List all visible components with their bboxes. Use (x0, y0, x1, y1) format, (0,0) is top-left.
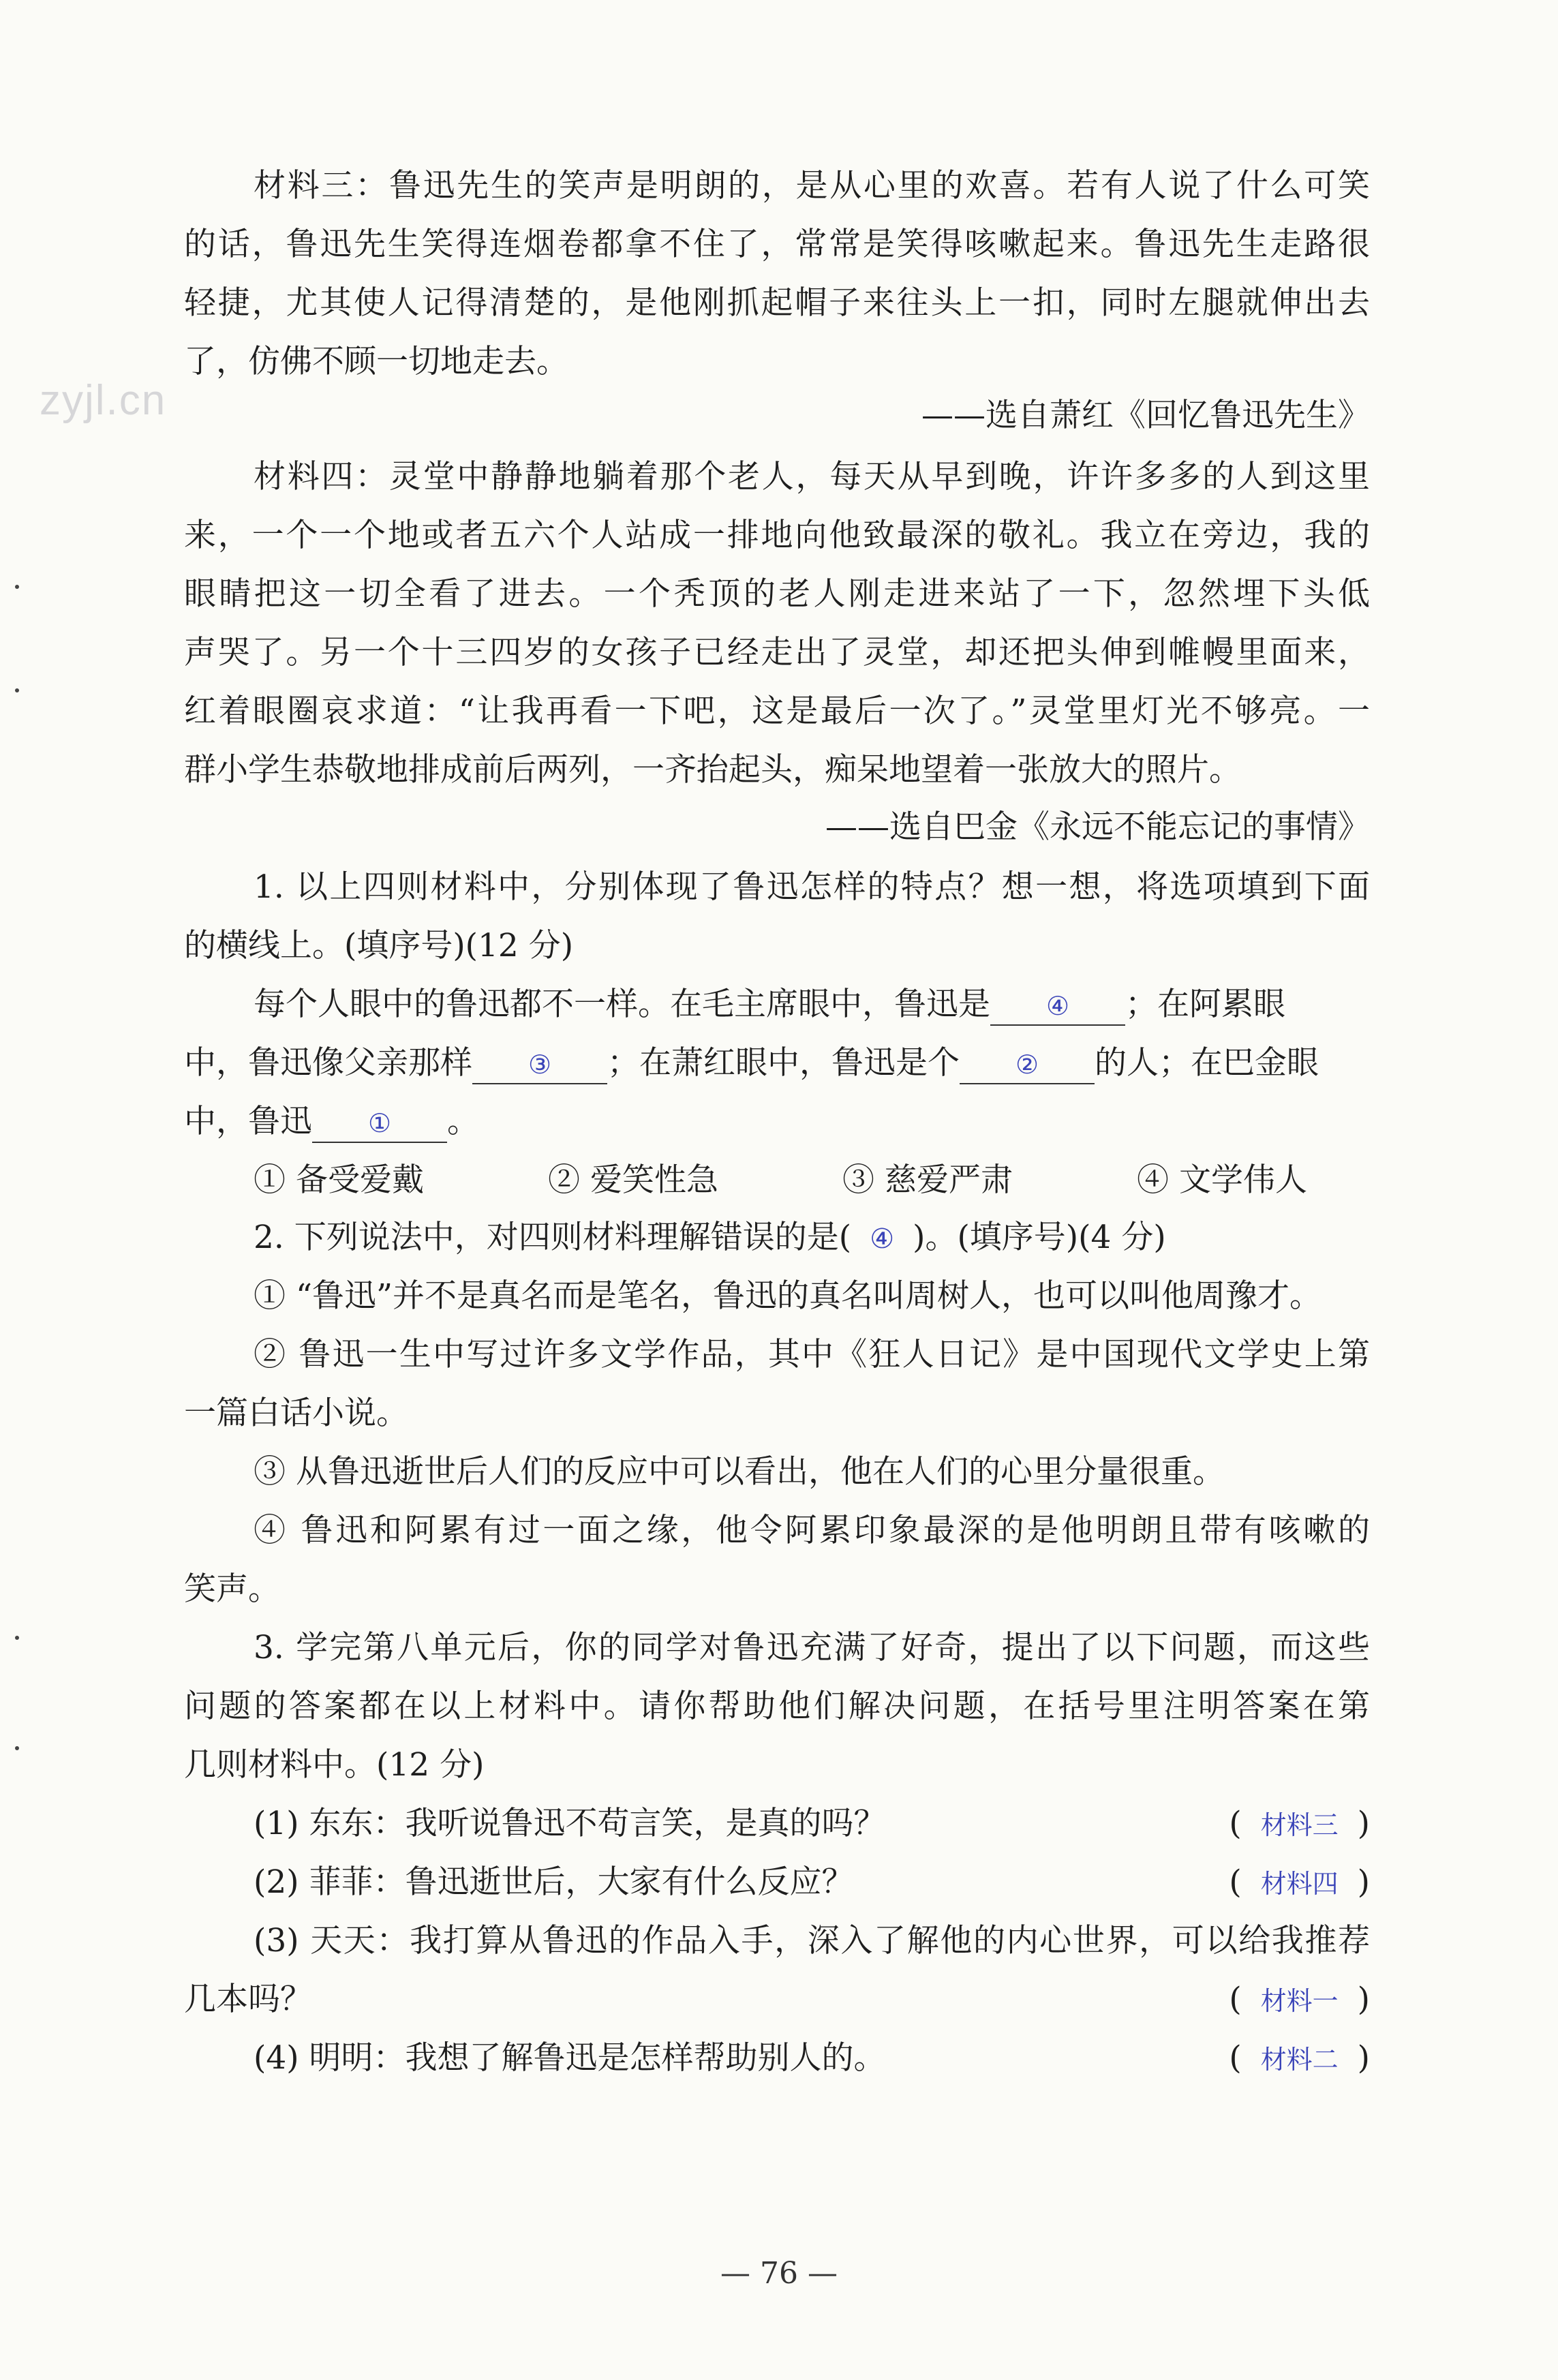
material4-line: 红着眼圈哀求道：“让我再看一下吧，这是最后一次了。”灵堂里灯光不够亮。一 (184, 692, 1370, 730)
material3-line: 材料三：鲁迅先生的笑声是明朗的，是从心里的欢喜。若有人说了什么可笑 (254, 167, 1370, 204)
q3-item: (2) 菲菲：鲁迅逝世后，大家有什么反应？ ( 材料四 ) (254, 1862, 1370, 1903)
option: ① 备受爱戴 (254, 1161, 424, 1199)
margin-dot (15, 688, 19, 692)
q1-stem: 的横线上。(填序号)(12 分) (184, 927, 574, 964)
watermark: zyjl.cn (40, 377, 167, 424)
margin-dot (15, 1746, 19, 1750)
material3-line: 轻捷，尤其使人记得清楚的，是他刚抓起帽子来往头上一扣，同时左腿就伸出去 (184, 284, 1370, 322)
answer-paren: ( 材料三 ) (1229, 1805, 1370, 1842)
q3-stem: 几则材料中。(12 分) (184, 1746, 485, 1784)
q1-stem: 1. 以上四则材料中，分别体现了鲁迅怎样的特点？想一想，将选项填到下面 (254, 868, 1370, 906)
q2-choice: ② 鲁迅一生中写过许多文学作品，其中《狂人日记》是中国现代文学史上第 (254, 1336, 1370, 1373)
q2-choice: ③ 从鲁迅逝世后人们的反应中可以看出，他在人们的心里分量很重。 (254, 1453, 1225, 1491)
q1-fill-line: 中，鲁迅像父亲那样 ③ ；在萧红眼中，鲁迅是个 ② 的人；在巴金眼 (184, 1043, 1370, 1084)
option: ② 爱笑性急 (548, 1161, 718, 1199)
material4-line: 群小学生恭敬地排成前后两列，一齐抬起头，痴呆地望着一张放大的照片。 (184, 751, 1241, 789)
answer-paren: ( 材料一 ) (1229, 1981, 1370, 2018)
q2-stem: 2. 下列说法中，对四则材料理解错误的是( ④ )。(填序号)(4 分) (254, 1217, 1370, 1260)
q2-answer: ④ (870, 1224, 895, 1254)
option: ④ 文学伟人 (1137, 1161, 1307, 1199)
material4-source: ——选自巴金《永远不能忘记的事情》 (825, 808, 1370, 846)
material4-line: 声哭了。另一个十三四岁的女孩子已经走出了灵堂，却还把头伸到帷幔里面来， (184, 634, 1370, 671)
material4-line: 眼睛把这一切全看了进去。一个秃顶的老人刚走进来站了一下，忽然埋下头低 (184, 575, 1370, 613)
material3-source: ——选自萧红《回忆鲁迅先生》 (921, 397, 1370, 434)
q3-item: 几本吗？ ( 材料一 ) (184, 1979, 1370, 2020)
answer-blank: ① (312, 1105, 447, 1143)
answer-paren: ( 材料二 ) (1229, 2039, 1370, 2077)
margin-dot (15, 585, 19, 589)
material3-line: 的话，鲁迅先生笑得连烟卷都拿不住了，常常是笑得咳嗽起来。鲁迅先生走路很 (184, 226, 1370, 263)
material3-line: 了，仿佛不顾一切地走去。 (184, 343, 568, 380)
q3-item: (3) 天天：我打算从鲁迅的作品入手，深入了解他的内心世界，可以给我推荐 (254, 1922, 1370, 1959)
q2-choice: ① “鲁迅”并不是真名而是笔名，鲁迅的真名叫周树人，也可以叫他周豫才。 (254, 1277, 1322, 1315)
answer-blank: ③ (472, 1047, 607, 1084)
material4-line: 材料四：灵堂中静静地躺着那个老人，每天从早到晚，许许多多的人到这里 (254, 458, 1370, 495)
answer-blank: ② (960, 1047, 1095, 1084)
q2-choice: 一篇白话小说。 (184, 1394, 408, 1432)
page-number: — 76 — (720, 2256, 838, 2291)
q2-choice: 笑声。 (184, 1570, 280, 1608)
option: ③ 慈爱严肃 (842, 1161, 1013, 1199)
margin-dot (15, 1636, 19, 1640)
q3-item: (4) 明明：我想了解鲁迅是怎样帮助别人的。 ( 材料二 ) (254, 2038, 1370, 2079)
q3-stem: 问题的答案都在以上材料中。请你帮助他们解决问题，在括号里注明答案在第 (184, 1688, 1370, 1725)
answer-blank: ④ (990, 988, 1125, 1026)
q1-options (254, 1160, 1370, 1201)
material4-line: 来，一个一个地或者五六个人站成一排地向他致最深的敬礼。我立在旁边，我的 (184, 517, 1370, 554)
answer-paren: ( 材料四 ) (1229, 1863, 1370, 1901)
q1-fill-line: 每个人眼中的鲁迅都不一样。在毛主席眼中，鲁迅是 ④ ；在阿累眼 (254, 984, 1370, 1026)
q1-fill-line: 中，鲁迅 ① 。 (184, 1101, 1370, 1143)
q2-choice: ④ 鲁迅和阿累有过一面之缘，他令阿累印象最深的是他明朗且带有咳嗽的 (254, 1512, 1370, 1549)
q3-stem: 3. 学完第八单元后，你的同学对鲁迅充满了好奇，提出了以下问题，而这些 (254, 1629, 1370, 1666)
q3-item: (1) 东东：我听说鲁迅不苟言笑，是真的吗？ ( 材料三 ) (254, 1803, 1370, 1844)
